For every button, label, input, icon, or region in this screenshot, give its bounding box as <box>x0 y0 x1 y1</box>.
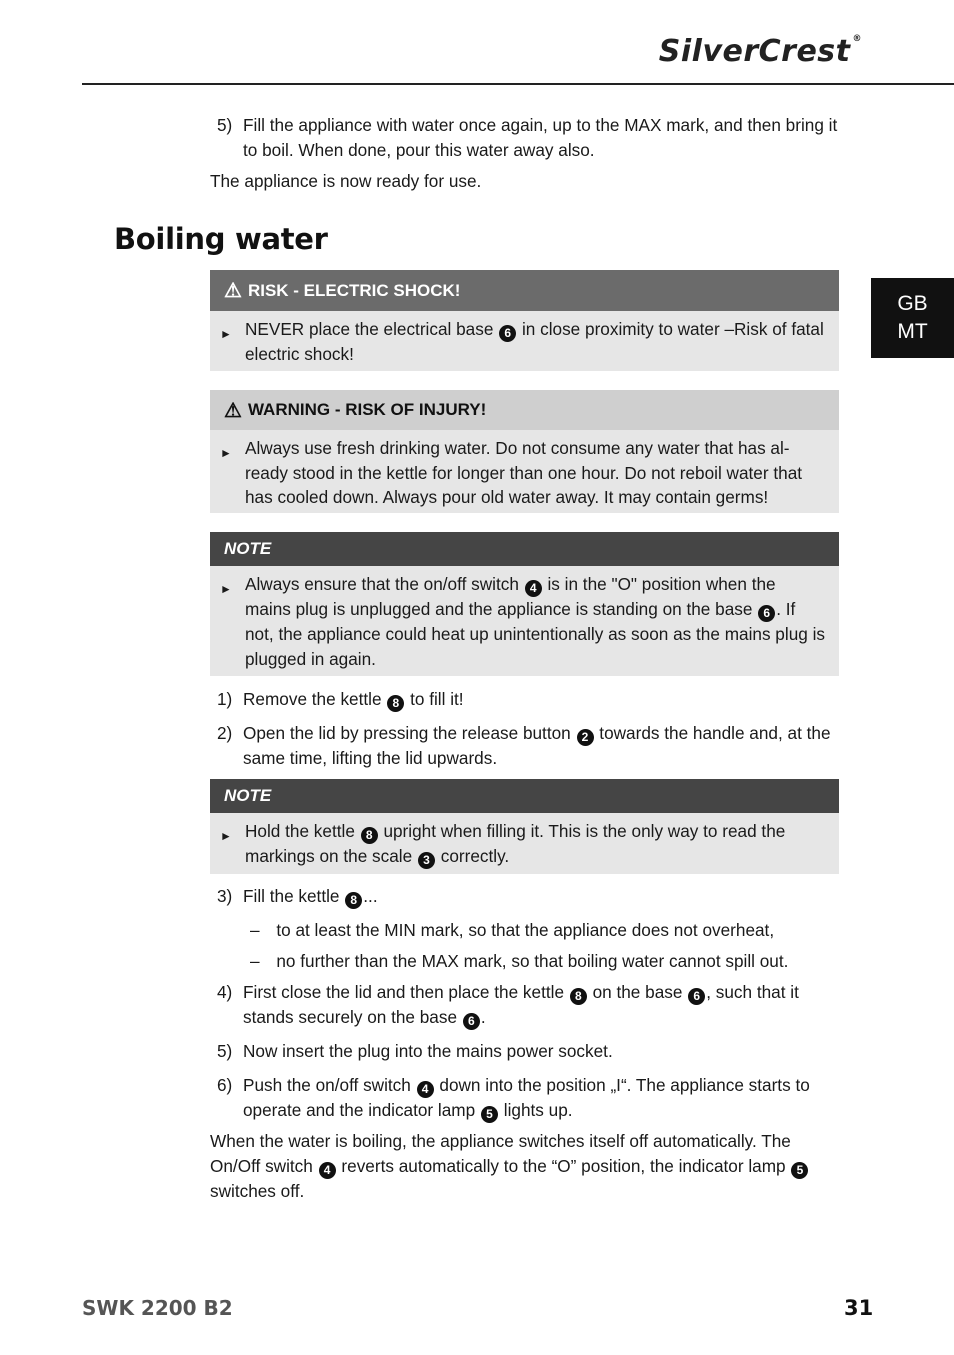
note-box-2 <box>210 779 839 874</box>
step-text: lights up. <box>503 1100 573 1120</box>
step-text: Fill the appliance with water once again, up to the MAX mark, and then bring it to boil. When done, pour this water away also. <box>243 115 838 160</box>
warning-header <box>210 390 839 430</box>
step-number: 5) <box>217 1041 233 1061</box>
ref-number: 6 <box>688 988 705 1005</box>
risk-title: RISK - ELECTRIC SHOCK! <box>247 280 461 300</box>
note-header <box>210 532 839 566</box>
note-header <box>210 779 839 813</box>
dash-item-2 <box>250 949 788 974</box>
step-2 <box>210 721 840 771</box>
note-text-b: upright when filling it. This is the only way to read the markings on the scale <box>245 821 786 866</box>
header-rule <box>82 83 954 85</box>
brand-name: SilverCrest <box>658 34 851 69</box>
warning-body <box>210 430 839 513</box>
note-box-1 <box>210 532 839 676</box>
ref-number: 8 <box>387 695 404 712</box>
closing-text: switches off. <box>210 1180 305 1201</box>
note-title: NOTE <box>224 539 272 558</box>
note-text-c: . If not, the appliance could heat up unintentionally as soon as the mains plug is plugged in again. <box>245 599 825 669</box>
language-gb: GB <box>897 292 928 315</box>
step-text: down into the position „I“. The appliance starts to operate and the indicator lamp <box>243 1075 810 1120</box>
warning-text: Always use fresh drinking water. Do not consume any water that has al-ready stood in the kettle for longer than one hour. Do not reboil water that has cooled down. Always pour old water away. It may contain germs! <box>245 438 803 507</box>
step-number: 1) <box>217 689 233 709</box>
note-text-a: Always ensure that the on/off switch <box>245 574 519 594</box>
risk-text-b: in close proximity to water –Risk of fatal electric shock! <box>245 319 824 364</box>
section-title: Boiling water <box>114 222 328 256</box>
bullet-arrow-icon: ► <box>220 582 232 596</box>
language-tab <box>871 278 954 358</box>
step-text: Remove the kettle <box>243 689 382 709</box>
step-text: Fill the kettle <box>243 886 340 906</box>
step-text: First close the lid and then place the kettle <box>243 982 565 1002</box>
ref-number: 5 <box>791 1162 808 1179</box>
note-text-a: Hold the kettle <box>245 821 355 841</box>
step-number: 5) <box>217 115 233 135</box>
step-4 <box>210 980 840 1030</box>
warning-triangle-icon: ⚠ <box>224 399 242 422</box>
registered-mark: ® <box>852 34 862 44</box>
step-6 <box>210 1073 840 1123</box>
footer-model: SWK 2200 B2 <box>82 1296 233 1320</box>
step-text: . <box>480 1007 486 1027</box>
closing-text: When the water is boiling, the appliance switches itself off automatically. The On/Off switch <box>210 1131 791 1176</box>
closing-paragraph <box>210 1129 845 1203</box>
bullet-arrow-icon: ► <box>220 327 232 341</box>
dash-mark: – <box>250 951 260 971</box>
step-number: 6) <box>217 1075 233 1095</box>
intro-step-5 <box>210 113 840 162</box>
risk-text-a: NEVER place the electrical base <box>245 319 494 339</box>
ref-number: 5 <box>481 1106 498 1123</box>
warning-title: WARNING - RISK OF INJURY! <box>247 400 487 419</box>
step-text: ... <box>363 886 378 906</box>
ref-number: 8 <box>345 892 362 909</box>
note-body <box>210 566 839 676</box>
ref-number: 6 <box>758 605 775 622</box>
step-text: Now insert the plug into the mains power socket. <box>243 1041 613 1061</box>
warning-triangle-icon: ⚠ <box>224 280 242 302</box>
step-number: 3) <box>217 886 233 906</box>
step-text: Open the lid by pressing the release button <box>243 723 571 743</box>
step-1 <box>210 687 840 712</box>
step-text: towards the handle and, at the same time, lifting the lid upwards. <box>243 723 831 768</box>
ref-number: 4 <box>525 580 542 597</box>
dash-text: no further than the MAX mark, so that boiling water cannot spill out. <box>276 951 789 971</box>
risk-header <box>210 270 839 311</box>
ref-number: 4 <box>319 1162 336 1179</box>
step-text: Push the on/off switch <box>243 1075 411 1095</box>
ready-text: The appliance is now ready for use. <box>210 171 482 191</box>
dash-item-1 <box>250 918 774 943</box>
page-number: 31 <box>844 1296 874 1320</box>
ref-number: 8 <box>570 988 587 1005</box>
step-number: 2) <box>217 723 233 743</box>
note-text-c: correctly. <box>440 846 510 866</box>
risk-box <box>210 270 839 371</box>
ref-number: 6 <box>499 325 516 342</box>
language-mt: MT <box>897 320 928 343</box>
ref-number: 2 <box>577 729 594 746</box>
ref-number: 3 <box>418 852 435 869</box>
note-body <box>210 813 839 874</box>
step-number: 4) <box>217 982 233 1002</box>
step-text: on the base <box>592 982 683 1002</box>
step-text: , such that it stands securely on the base <box>243 982 799 1027</box>
step-text: to fill it! <box>410 689 464 709</box>
ref-number: 4 <box>417 1081 434 1098</box>
dash-text: to at least the MIN mark, so that the appliance does not overheat, <box>276 920 775 940</box>
note-title: NOTE <box>224 786 272 805</box>
step-5 <box>210 1039 840 1064</box>
note-text-b: is in the "O" position when the mains plug is unplugged and the appliance is standing on the base <box>245 574 776 619</box>
bullet-arrow-icon: ► <box>220 829 232 843</box>
step-3 <box>210 884 840 909</box>
dash-mark: – <box>250 920 260 940</box>
closing-text: reverts automatically to the “O” position, the indicator lamp <box>341 1155 786 1176</box>
bullet-arrow-icon: ► <box>220 446 232 460</box>
brand-logo <box>659 34 862 69</box>
ref-number: 6 <box>463 1013 480 1030</box>
risk-body <box>210 311 839 371</box>
warning-box <box>210 390 839 513</box>
ref-number: 8 <box>361 827 378 844</box>
